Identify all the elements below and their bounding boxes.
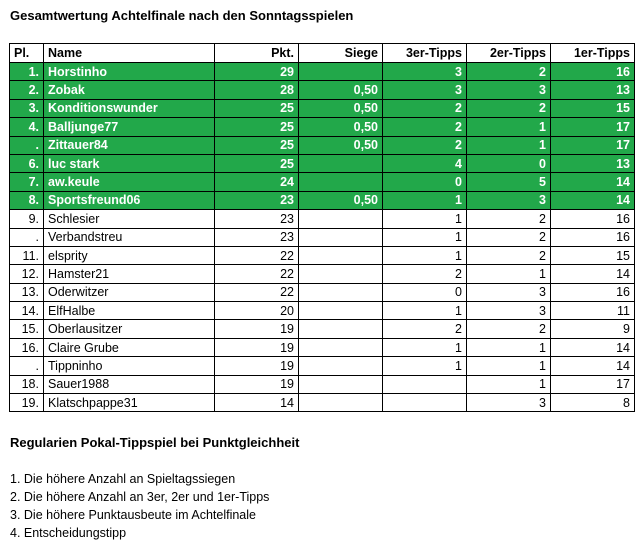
rank-cell: 2. <box>10 81 44 99</box>
name-cell: elsprity <box>44 246 215 264</box>
tipps-1er-cell: 17 <box>551 118 635 136</box>
tipps-1er-cell: 9 <box>551 320 635 338</box>
tipps-2er-cell: 3 <box>467 302 551 320</box>
name-cell: Zittauer84 <box>44 136 215 154</box>
wins-cell: 0,50 <box>299 191 383 209</box>
table-row <box>10 246 635 264</box>
tipps-3er-cell: 2 <box>383 99 467 117</box>
points-cell: 23 <box>215 228 299 246</box>
rule-item: 3. Die höhere Punktausbeute im Achtelfinale <box>10 508 256 522</box>
rank-cell: 13. <box>10 283 44 301</box>
name-cell: aw.keule <box>44 173 215 191</box>
header-3er-tipps: 3er-Tipps <box>383 44 467 63</box>
wins-cell <box>299 246 383 264</box>
tipps-1er-cell: 14 <box>551 191 635 209</box>
rank-cell: 14. <box>10 302 44 320</box>
name-cell: Hamster21 <box>44 265 215 283</box>
tipps-2er-cell: 2 <box>467 228 551 246</box>
table-row <box>10 375 635 393</box>
points-cell: 25 <box>215 154 299 172</box>
tipps-1er-cell: 14 <box>551 173 635 191</box>
table-row <box>10 99 635 117</box>
name-cell: ElfHalbe <box>44 302 215 320</box>
tipps-3er-cell: 1 <box>383 357 467 375</box>
rank-cell: 11. <box>10 246 44 264</box>
wins-cell <box>299 63 383 81</box>
tipps-3er-cell: 1 <box>383 210 467 228</box>
tipps-1er-cell: 16 <box>551 283 635 301</box>
table-row <box>10 173 635 191</box>
tipps-3er-cell <box>383 375 467 393</box>
tipps-1er-cell: 14 <box>551 265 635 283</box>
name-cell: luc stark <box>44 154 215 172</box>
tipps-3er-cell: 1 <box>383 191 467 209</box>
header-siege: Siege <box>299 44 383 63</box>
rank-cell: 12. <box>10 265 44 283</box>
name-cell: Zobak <box>44 81 215 99</box>
name-cell: Verbandstreu <box>44 228 215 246</box>
name-cell: Sportsfreund06 <box>44 191 215 209</box>
rules-title: Regularien Pokal-Tippspiel bei Punktgleichheit <box>10 435 300 450</box>
table-row <box>10 63 635 81</box>
tipps-2er-cell: 0 <box>467 154 551 172</box>
tipps-3er-cell: 1 <box>383 246 467 264</box>
tipps-3er-cell: 2 <box>383 320 467 338</box>
points-cell: 22 <box>215 246 299 264</box>
table-row <box>10 283 635 301</box>
points-cell: 22 <box>215 265 299 283</box>
tipps-2er-cell: 2 <box>467 320 551 338</box>
table-row <box>10 118 635 136</box>
tipps-1er-cell: 14 <box>551 338 635 356</box>
table-row <box>10 302 635 320</box>
rank-cell: 3. <box>10 99 44 117</box>
table-row <box>10 265 635 283</box>
points-cell: 25 <box>215 136 299 154</box>
wins-cell <box>299 228 383 246</box>
points-cell: 23 <box>215 191 299 209</box>
tipps-1er-cell: 16 <box>551 210 635 228</box>
tipps-2er-cell: 1 <box>467 375 551 393</box>
tipps-2er-cell: 3 <box>467 191 551 209</box>
rank-cell: 7. <box>10 173 44 191</box>
name-cell: Horstinho <box>44 63 215 81</box>
wins-cell <box>299 173 383 191</box>
page-title: Gesamtwertung Achtelfinale nach den Sonntagsspielen <box>10 8 354 23</box>
wins-cell <box>299 302 383 320</box>
points-cell: 29 <box>215 63 299 81</box>
tipps-1er-cell: 15 <box>551 99 635 117</box>
rank-cell: 9. <box>10 210 44 228</box>
name-cell: Oderwitzer <box>44 283 215 301</box>
rule-item: 4. Entscheidungstipp <box>10 526 127 540</box>
wins-cell <box>299 265 383 283</box>
tipps-2er-cell: 3 <box>467 283 551 301</box>
points-cell: 20 <box>215 302 299 320</box>
wins-cell: 0,50 <box>299 136 383 154</box>
tipps-3er-cell: 0 <box>383 283 467 301</box>
name-cell: Balljunge77 <box>44 118 215 136</box>
rank-cell: 6. <box>10 154 44 172</box>
tipps-2er-cell: 3 <box>467 81 551 99</box>
tipps-3er-cell: 2 <box>383 265 467 283</box>
wins-cell <box>299 283 383 301</box>
points-cell: 19 <box>215 375 299 393</box>
wins-cell <box>299 357 383 375</box>
table-row <box>10 210 635 228</box>
wins-cell: 0,50 <box>299 99 383 117</box>
rank-cell: . <box>10 357 44 375</box>
name-cell: Tippninho <box>44 357 215 375</box>
points-cell: 24 <box>215 173 299 191</box>
rank-cell: . <box>10 228 44 246</box>
table-header-row <box>10 44 635 63</box>
table-row <box>10 136 635 154</box>
tipps-2er-cell: 1 <box>467 357 551 375</box>
tipps-2er-cell: 3 <box>467 394 551 412</box>
header-pkt: Pkt. <box>215 44 299 63</box>
name-cell: Klatschpappe31 <box>44 394 215 412</box>
rule-item: 1. Die höhere Anzahl an Spieltagssiegen <box>10 472 236 486</box>
tipps-2er-cell: 2 <box>467 210 551 228</box>
tipps-2er-cell: 5 <box>467 173 551 191</box>
rank-cell: 1. <box>10 63 44 81</box>
tipps-3er-cell: 3 <box>383 63 467 81</box>
tipps-3er-cell: 0 <box>383 173 467 191</box>
wins-cell: 0,50 <box>299 118 383 136</box>
wins-cell <box>299 154 383 172</box>
points-cell: 14 <box>215 394 299 412</box>
points-cell: 19 <box>215 357 299 375</box>
table-row <box>10 394 635 412</box>
rank-cell: 16. <box>10 338 44 356</box>
wins-cell: 0,50 <box>299 81 383 99</box>
standings-body <box>10 63 635 412</box>
tipps-1er-cell: 16 <box>551 63 635 81</box>
header-2er-tipps: 2er-Tipps <box>467 44 551 63</box>
tipps-3er-cell: 3 <box>383 81 467 99</box>
name-cell: Sauer1988 <box>44 375 215 393</box>
tipps-1er-cell: 17 <box>551 375 635 393</box>
rule-item: 2. Die höhere Anzahl an 3er, 2er und 1er-Tipps <box>10 490 270 504</box>
wins-cell <box>299 394 383 412</box>
header-1er-tipps: 1er-Tipps <box>551 44 635 63</box>
points-cell: 25 <box>215 118 299 136</box>
points-cell: 23 <box>215 210 299 228</box>
points-cell: 19 <box>215 320 299 338</box>
name-cell: Claire Grube <box>44 338 215 356</box>
standings-table <box>9 43 635 412</box>
rank-cell: 8. <box>10 191 44 209</box>
tipps-2er-cell: 1 <box>467 118 551 136</box>
rules-list <box>10 470 269 542</box>
tipps-1er-cell: 15 <box>551 246 635 264</box>
name-cell: Schlesier <box>44 210 215 228</box>
rank-cell: 15. <box>10 320 44 338</box>
tipps-2er-cell: 2 <box>467 63 551 81</box>
name-cell: Konditionswunder <box>44 99 215 117</box>
tipps-3er-cell <box>383 394 467 412</box>
name-cell: Oberlausitzer <box>44 320 215 338</box>
tipps-1er-cell: 16 <box>551 228 635 246</box>
table-row <box>10 357 635 375</box>
header-pl: Pl. <box>10 44 44 63</box>
header-name: Name <box>44 44 215 63</box>
wins-cell <box>299 338 383 356</box>
tipps-3er-cell: 1 <box>383 338 467 356</box>
tipps-1er-cell: 17 <box>551 136 635 154</box>
tipps-2er-cell: 1 <box>467 338 551 356</box>
tipps-2er-cell: 1 <box>467 265 551 283</box>
wins-cell <box>299 210 383 228</box>
points-cell: 28 <box>215 81 299 99</box>
tipps-1er-cell: 13 <box>551 81 635 99</box>
tipps-3er-cell: 1 <box>383 228 467 246</box>
rank-cell: . <box>10 136 44 154</box>
rank-cell: 18. <box>10 375 44 393</box>
tipps-3er-cell: 2 <box>383 136 467 154</box>
table-row <box>10 320 635 338</box>
table-row <box>10 81 635 99</box>
table-row <box>10 154 635 172</box>
tipps-1er-cell: 11 <box>551 302 635 320</box>
table-row <box>10 338 635 356</box>
rank-cell: 4. <box>10 118 44 136</box>
tipps-2er-cell: 1 <box>467 136 551 154</box>
wins-cell <box>299 375 383 393</box>
table-row <box>10 191 635 209</box>
tipps-2er-cell: 2 <box>467 246 551 264</box>
rank-cell: 19. <box>10 394 44 412</box>
table-row <box>10 228 635 246</box>
points-cell: 22 <box>215 283 299 301</box>
points-cell: 25 <box>215 99 299 117</box>
tipps-3er-cell: 4 <box>383 154 467 172</box>
tipps-1er-cell: 8 <box>551 394 635 412</box>
points-cell: 19 <box>215 338 299 356</box>
tipps-1er-cell: 13 <box>551 154 635 172</box>
wins-cell <box>299 320 383 338</box>
tipps-3er-cell: 2 <box>383 118 467 136</box>
tipps-1er-cell: 14 <box>551 357 635 375</box>
tipps-3er-cell: 1 <box>383 302 467 320</box>
tipps-2er-cell: 2 <box>467 99 551 117</box>
